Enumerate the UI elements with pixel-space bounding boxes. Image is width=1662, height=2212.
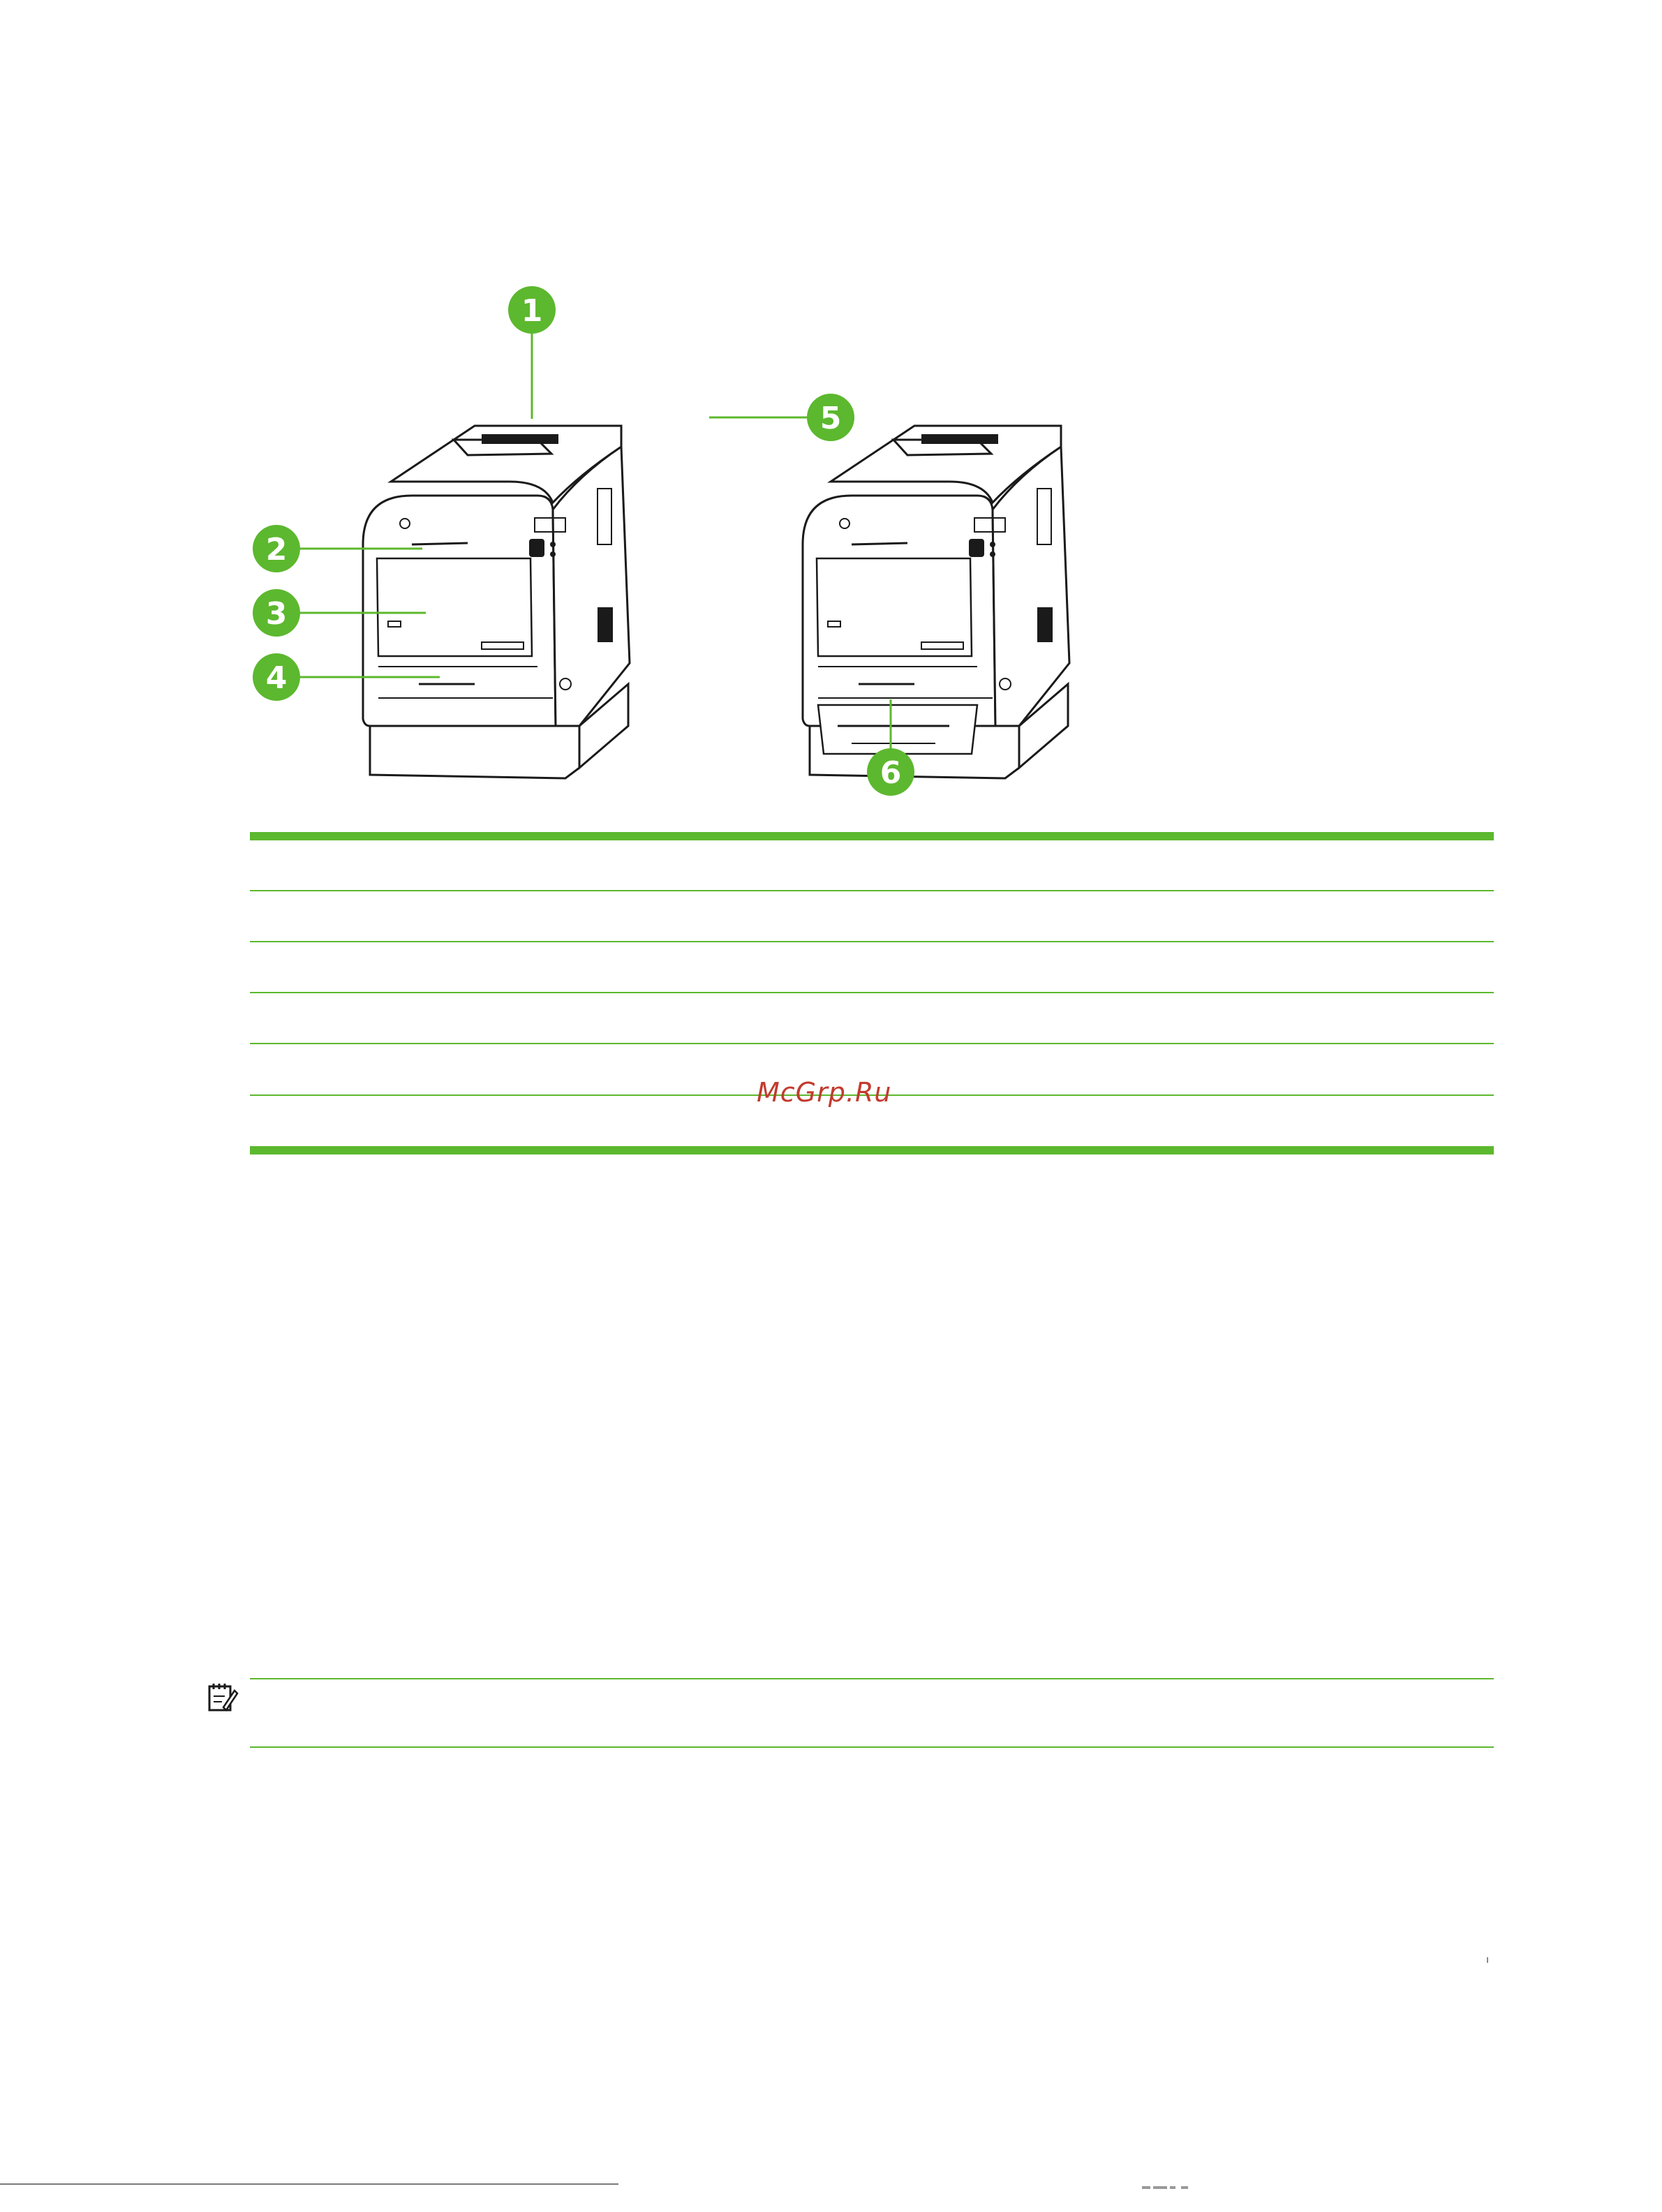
note-bottom-rule <box>250 1746 1494 1748</box>
svg-text:2: 2 <box>265 532 288 567</box>
footer-tick <box>1487 1957 1488 1963</box>
printer-illustration <box>237 272 1201 803</box>
watermark: McGrp.Ru <box>757 1077 892 1108</box>
svg-text:1: 1 <box>521 293 543 329</box>
svg-text:5: 5 <box>819 401 842 436</box>
note-top-rule <box>250 1678 1494 1679</box>
callout-6 <box>867 748 914 796</box>
svg-text:4: 4 <box>265 660 288 696</box>
callout-1 <box>508 286 556 334</box>
printer-views-figure <box>237 272 1201 803</box>
footer-marks <box>1142 2181 1205 2185</box>
table-row-divider <box>250 941 1494 942</box>
svg-text:6: 6 <box>880 755 902 791</box>
svg-text:3: 3 <box>265 596 288 632</box>
footer-rule <box>0 2183 618 2185</box>
callout-3 <box>253 589 300 637</box>
table-row-divider <box>250 992 1494 993</box>
table-bottom-rule <box>250 1146 1494 1155</box>
printer-duplex-view <box>803 426 1069 778</box>
table-row-divider <box>250 890 1494 891</box>
table-row-divider <box>250 1043 1494 1044</box>
table-top-rule <box>250 832 1494 840</box>
callout-5 <box>807 394 854 441</box>
callout-2 <box>253 525 300 572</box>
printer-front-view <box>363 426 630 778</box>
note-pencil-icon <box>207 1681 239 1713</box>
callout-4 <box>253 653 300 701</box>
